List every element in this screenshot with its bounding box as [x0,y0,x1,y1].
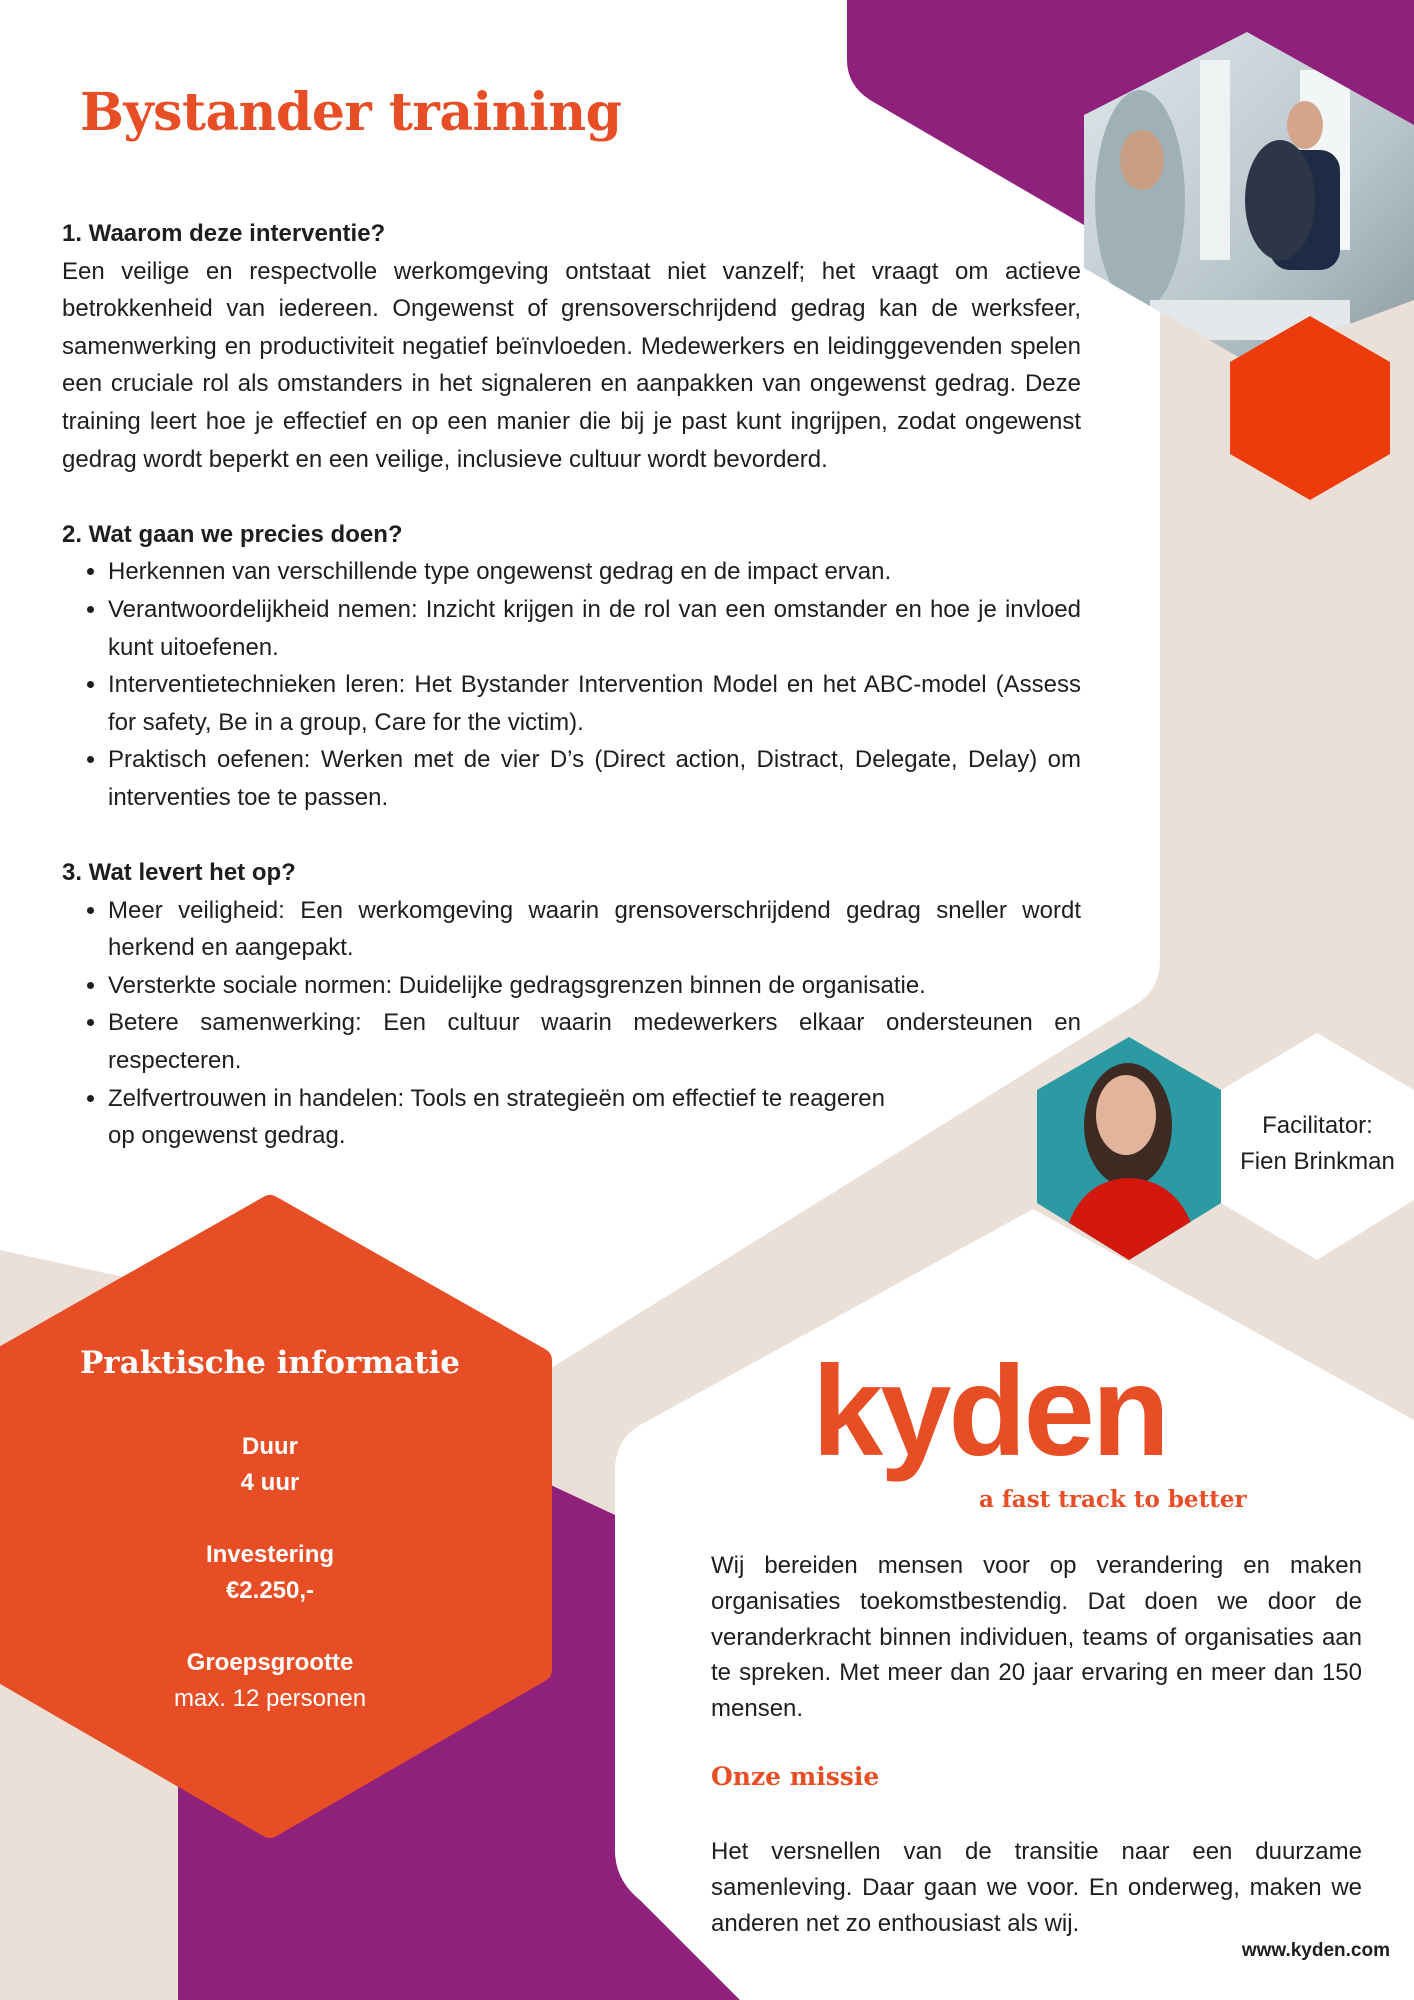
investment-value: €2.250,- [225,1577,315,1604]
about-text [711,1548,1362,1727]
duration-value: 4 uur [240,1469,300,1496]
activities-list [62,553,1081,816]
page-title: Bystander training [80,82,622,143]
website-link[interactable]: www.kyden.com [1241,1940,1390,1961]
list-item: • Versterkte sociale normen: Duidelijke gedragsgrenzen binnen de organisatie. [108,967,1081,1005]
investment [0,1537,540,1609]
investment-label: Investering [205,1541,335,1568]
facilitator-label: Facilitator: [1262,1112,1373,1139]
main-content [62,215,1081,1192]
mission-heading: Onze missie [711,1762,880,1791]
list-item: • Herkennen van verschillende type ongewenst gedrag en de impact ervan. [108,553,1081,591]
facilitator-info [1221,1108,1414,1180]
facilitator-name: Fien Brinkman [1240,1148,1395,1175]
list-item: • Betere samenwerking: Een cultuur waarin medewerkers elkaar ondersteunen en respecteren. [108,1004,1081,1079]
duration-label: Duur [242,1433,298,1460]
mission-text: Het versnellen van de transitie naar een duurzame samenleving. Daar gaan we voor. En onderweg, maken we anderen net zo enthousiast als wij. [711,1838,1362,1937]
practical-title: Praktische informatie [79,1345,461,1381]
list-item: • Meer veiligheid: Een werkomgeving waarin grensoverschrijdend gedrag sneller wordt herkend en aangepakt. [108,892,1081,967]
kyden-logo: kyden [812,1340,1167,1483]
list-item: • Praktisch oefenen: Werken met de vier D’s (Direct action, Distract, Delegate, Delay) om interventies toe te passen. [108,741,1081,816]
tagline: a fast track to better [979,1486,1247,1513]
section-heading: 2. Wat gaan we precies doen? [62,520,403,548]
group-size-label: Groepsgrootte [186,1649,354,1676]
about-paragraph: Wij bereiden mensen voor op verandering en maken organisaties toekomstbestendig. Dat doen we door de veranderkracht binnen individuen, teams of organisaties aan te spreken. Met meer dan 20 jaar ervaring en meer dan 150 mensen. [711,1552,1362,1723]
section-heading: 3. Wat levert het op? [62,859,296,887]
list-item: • Interventietechnieken leren: Het Bystander Intervention Model en het ABC-model (Assess for safety, Be in a group, Care for the victim). [108,666,1081,741]
duration [0,1429,540,1501]
section-paragraph: Een veilige en respectvolle werkomgeving ontstaat niet vanzelf; het vraagt om actieve betrokkenheid van iedereen. Ongewenst of grensoverschrijdend gedrag kan de werksfeer, samenwerking en productiviteit negatief beïnvloeden. Medewerkers en leidinggevenden spelen een cruciale rol als omstanders in het signaleren en aanpakken van ongewenst gedrag. Deze training leert hoe je effectief en op een manier die bij je past kunt ingrijpen, zodat ongewenst gedrag wordt beperkt en een veilige, inclusieve cultuur wordt bevorderd. [62,257,1081,473]
group-size [0,1645,540,1717]
section-heading: 1. Waarom deze interventie? [62,220,386,247]
group-size-value: max. 12 personen [173,1685,367,1712]
benefits-list [62,892,1081,1155]
list-item: • Zelfvertrouwen in handelen: Tools en strategieën om effectief te reageren op ongewenst gedrag. [108,1080,888,1155]
list-item: • Verantwoordelijkheid nemen: Inzicht krijgen in de rol van een omstander en hoe je invloed kunt uitoefenen. [108,591,1081,666]
practical-info [0,1345,540,1753]
